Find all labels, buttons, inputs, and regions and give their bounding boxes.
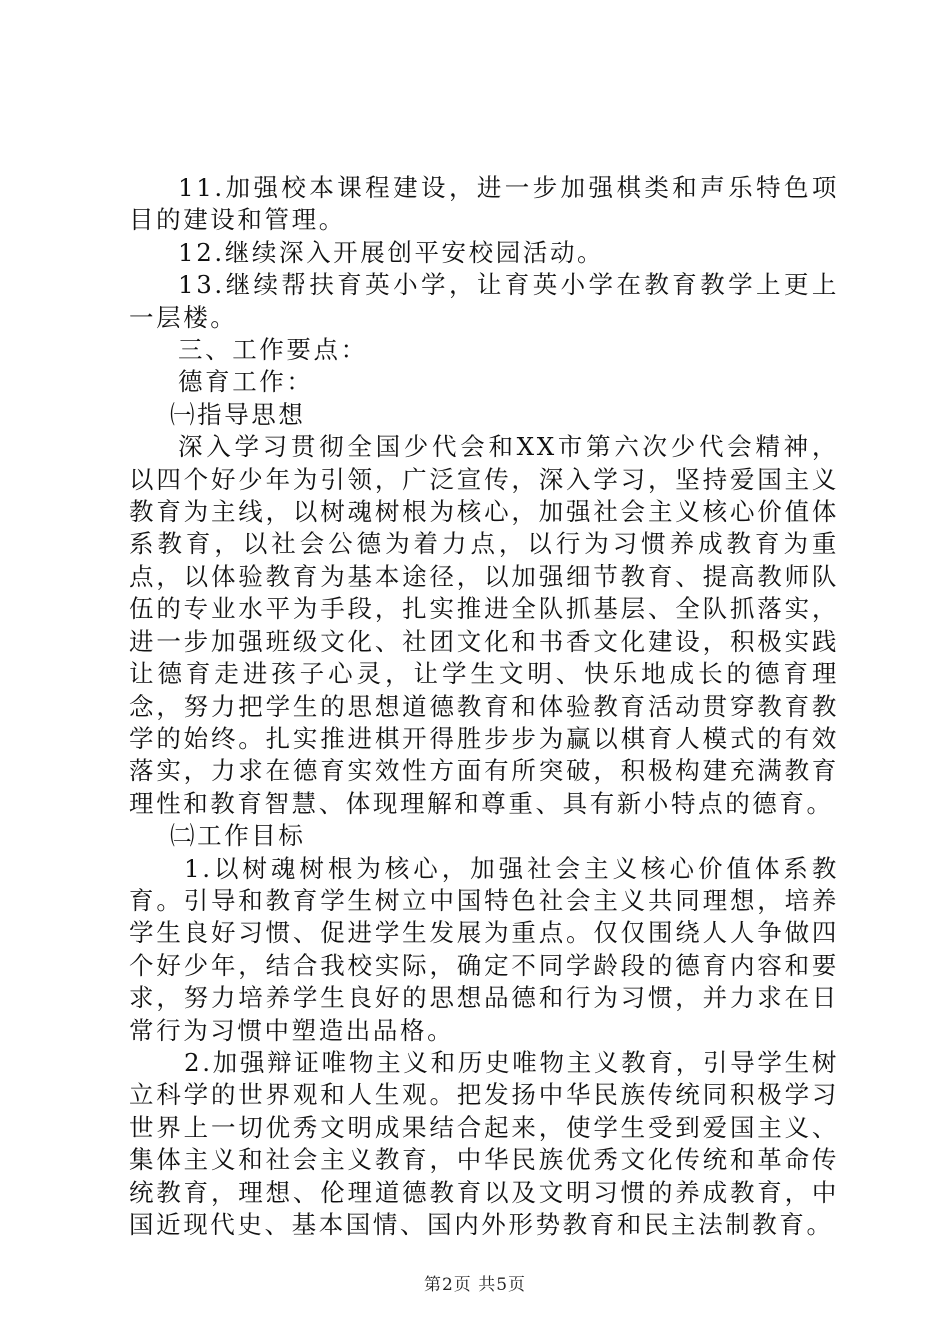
subheading-moral-education: 德育工作： [178, 367, 314, 397]
paragraph-goal-2: 2.加强辩证唯物主义和历史唯物主义教育，引导学生树立科学的世界观和人生观。把发扬中华民族传统同积极学习世界上一切优秀文明成果结合起来，使学生受到爱国主义、集体主义和社会主义教育，中华民族优秀文化传统和革命传统教育，理想、伦理道德教育以及文明习惯的养成教育，中国近现代史、基本国情、国内外形势教育和民主法制教育。 [129, 1047, 839, 1239]
paragraph-item-13: 13.继续帮扶育英小学，让育英小学在教育教学上更上一层楼。 [129, 270, 839, 332]
document-body [129, 172, 839, 1241]
paragraph-item-12: 12.继续深入开展创平安校园活动。 [178, 237, 605, 267]
paragraph-guiding-ideology: 深入学习贯彻全国少代会和XX市第六次少代会精神，以四个好少年为引领，广泛宣传，深入学习，坚持爱国主义教育为主线，以树魂树根为核心，加强社会主义核心价值体系教育，以社会公德为着力点，以行为习惯养成教育为重点，以体验教育为基本途径，以加强细节教育、提高教师队伍的专业水平为手段，扎实推进全队抓基层、全队抓落实，进一步加强班级文化、社团文化和书香文化建设，积极实践让德育走进孩子心灵，让学生文明、快乐地成长的德育理念，努力把学生的思想道德教育和体验教育活动贯穿教育教学的始终。扎实推进棋开得胜步步为赢以棋育人模式的有效落实，力求在德育实效性方面有所突破，积极构建充满教育理性和教育智慧、体现理解和尊重、具有新小特点的德育。 [129, 432, 839, 818]
page-number: 第2页 共5页 [423, 1275, 527, 1295]
section-heading-work-points: 三、工作要点： [178, 335, 368, 365]
subheading-guiding-ideology: ㈠指导思想 [170, 399, 306, 429]
paragraph-item-11: 11.加强校本课程建设，进一步加强棋类和声乐特色项目的建设和管理。 [129, 173, 839, 235]
paragraph-goal-1: 1.以树魂树根为核心，加强社会主义核心价值体系教育。引导和教育学生树立中国特色社会主义共同理想，培养学生良好习惯、促进学生发展为重点。仅仅围绕人人争做四个好少年，结合我校实际，确定不同学龄段的德育内容和要求，努力培养学生良好的思想品德和行为习惯，并力求在日常行为习惯中塑造出品格。 [129, 853, 839, 1045]
subheading-work-goals: ㈡工作目标 [170, 821, 306, 851]
